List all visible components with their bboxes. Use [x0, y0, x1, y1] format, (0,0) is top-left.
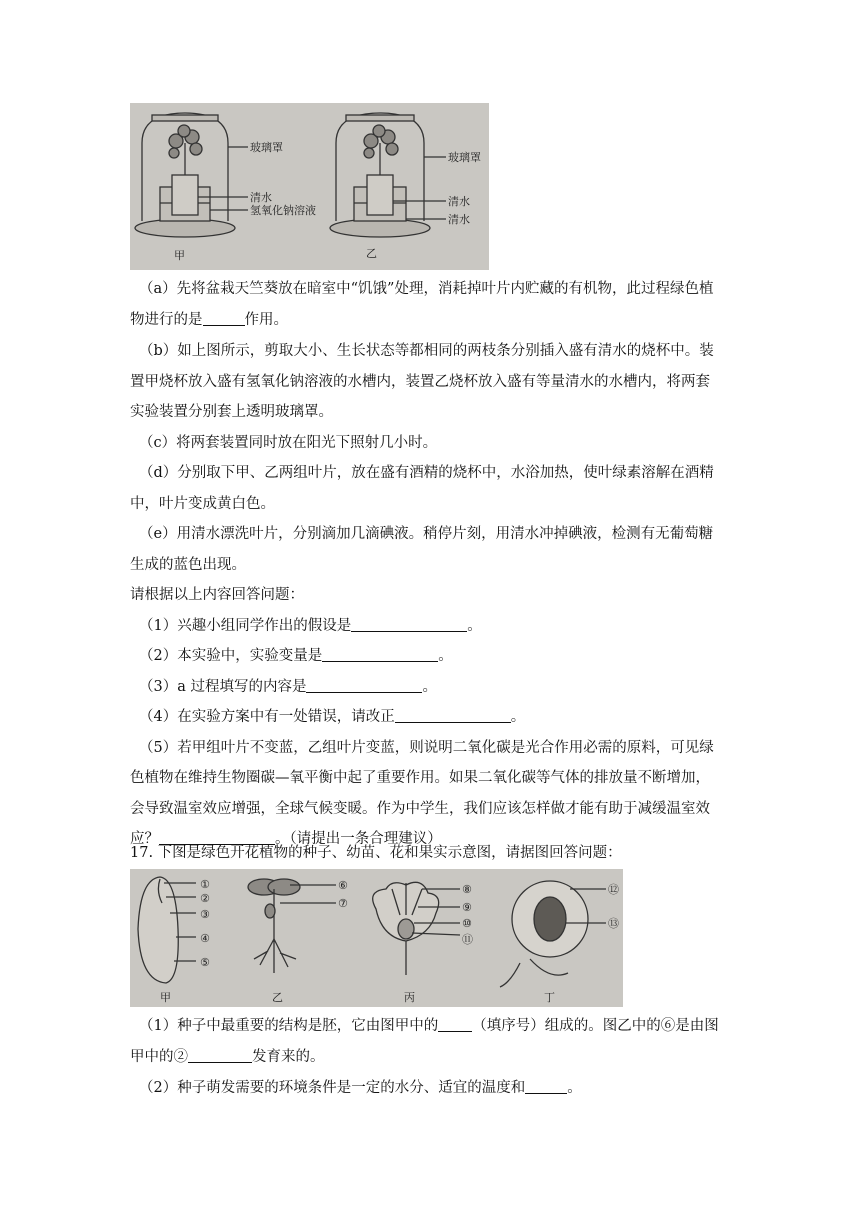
step-b-line3: 实验装置分别套上透明玻璃罩。	[130, 404, 333, 420]
label-naoh: 氢氧化钠溶液	[250, 204, 316, 217]
answer-blank-17-3[interactable]	[525, 1079, 567, 1094]
q17-sub1-line1	[139, 1016, 719, 1036]
seed-num-5: ⑤	[200, 956, 210, 969]
flower-num-10: ⑩	[462, 917, 472, 930]
experiment-figure	[130, 103, 489, 270]
seedling-num-7: ⑦	[338, 897, 348, 910]
q17-sub1-line2	[130, 1047, 325, 1067]
question-5-line1: （5）若甲组叶片不变蓝，乙组叶片变蓝，则说明二氧化碳是光合作用必需的原料，可见绿	[139, 740, 714, 756]
question-4	[139, 707, 525, 727]
question-2-text: （2）本实验中，实验变量是	[139, 648, 323, 664]
step-d-line1: （d）分别取下甲、乙两组叶片，放在盛有酒精的烧杯中，水浴加热，使叶绿素溶解在酒精	[139, 465, 714, 481]
seedling-drawing	[248, 879, 336, 973]
answer-blank-17-1[interactable]	[438, 1017, 472, 1032]
seed-num-2: ②	[200, 892, 210, 905]
flower-drawing	[373, 882, 460, 975]
label-water-a: 清水	[250, 191, 272, 204]
question-2	[139, 646, 453, 666]
panel-jia: 甲	[160, 991, 171, 1004]
q17-sub1-text: （1）种子中最重要的结构是胚，它由图甲中的	[139, 1018, 439, 1034]
flower-num-9: ⑨	[462, 901, 472, 914]
question-2-end: 。	[438, 648, 453, 664]
plant-structure-figure	[130, 869, 623, 1007]
fruit-num-13: ⑬	[608, 917, 619, 930]
jar-apparatus-jia	[135, 113, 248, 237]
step-d-line2: 中，叶片变成黄白色。	[130, 496, 275, 512]
question-5-text: 应？	[130, 831, 159, 847]
step-e-line1: （e）用清水漂洗叶片，分别滴加几滴碘液。稍停片刻，用清水冲掉碘液，检测有无葡萄糖	[139, 526, 714, 542]
question-4-text: （4）在实验方案中有一处错误，请改正	[139, 709, 395, 725]
q17-sub2-text: （2）种子萌发需要的环境条件是一定的水分、适宜的温度和	[139, 1080, 526, 1096]
step-c-line1: （c）将两套装置同时放在阳光下照射几小时。	[139, 435, 438, 451]
seed-drawing	[138, 877, 196, 983]
q17-sub1-text2: 甲中的②	[130, 1049, 188, 1065]
question-3	[139, 677, 437, 697]
question-3-text: （3）a 过程填写的内容是	[139, 679, 307, 695]
jar-apparatus-yi	[330, 113, 446, 237]
question-1-end: 。	[467, 618, 482, 634]
question-1-text: （1）兴趣小组同学作出的假设是	[139, 618, 352, 634]
question-4-end: 。	[510, 709, 526, 725]
label-water-b2: 清水	[448, 213, 470, 226]
seed-num-4: ④	[200, 932, 210, 945]
question-5-line3: 会导致温室效应增强，全球气候变暖。作为中学生，我们应该怎样做才能有助于减缓温室效	[130, 801, 710, 817]
label-yi: 乙	[366, 247, 377, 260]
flower-num-11: ⑪	[462, 933, 473, 946]
answer-blank-2[interactable]	[322, 647, 438, 662]
label-jar-a: 玻璃罩	[250, 141, 283, 154]
flower-num-8: ⑧	[462, 883, 472, 896]
answer-blank-a[interactable]	[203, 311, 245, 326]
step-e-line2: 生成的蓝色出现。	[130, 557, 246, 573]
answer-blank-1[interactable]	[351, 617, 467, 632]
q17-sub2-tail: 。	[567, 1080, 582, 1096]
step-a-line2	[130, 310, 288, 330]
answer-blank-3[interactable]	[306, 678, 422, 693]
question-3-end: 。	[422, 679, 437, 695]
step-a-text: 物进行的是	[130, 312, 203, 328]
question-1	[139, 616, 482, 636]
seed-num-1: ①	[200, 878, 210, 891]
label-jar-b: 玻璃罩	[448, 151, 481, 164]
label-jia: 甲	[174, 249, 185, 262]
seed-num-3: ③	[200, 908, 210, 921]
label-water-b1: 清水	[448, 195, 470, 208]
answer-blank-4[interactable]	[395, 708, 511, 723]
q17-sub2-line1	[139, 1078, 582, 1098]
q17-sub1-tail2: 发育来的。	[252, 1049, 325, 1065]
fruit-drawing	[500, 881, 606, 987]
plant-diagram	[130, 869, 623, 1007]
bell-jar-diagram	[130, 103, 489, 270]
seedling-num-6: ⑥	[338, 879, 348, 892]
step-b-line2: 置甲烧杯放入盛有氢氧化钠溶液的水槽内，装置乙烧杯放入盛有等量清水的水槽内，将两套	[130, 374, 710, 390]
step-a-tail: 作用。	[244, 312, 288, 328]
panel-yi: 乙	[272, 991, 283, 1004]
panel-bing: 丙	[404, 991, 415, 1004]
question-5-line2: 色植物在维持生物圈碳—氧平衡中起了重要作用。如果二氧化碳等气体的排放量不断增加，	[130, 770, 710, 786]
panel-ding: 丁	[544, 991, 555, 1004]
q17-sub1-tail: （填序号）组成的。图乙中的⑥是由图	[472, 1018, 719, 1034]
step-a-line1: （a）先将盆栽天竺葵放在暗室中“饥饿”处理，消耗掉叶片内贮藏的有机物，此过程绿色植	[139, 281, 714, 297]
fruit-num-12: ⑫	[608, 883, 619, 896]
step-b-line1: （b）如上图所示，剪取大小、生长状态等都相同的两枝条分别插入盛有清水的烧杯中。装	[139, 343, 714, 359]
q17-title: 17. 下图是绿色开花植物的种子、幼苗、花和果实示意图，请据图回答问题：	[130, 845, 622, 861]
answer-blank-17-2[interactable]	[188, 1048, 252, 1063]
prompt-text: 请根据以上内容回答问题：	[130, 587, 304, 603]
question-5-end: 。（请提出一条合理建议）	[275, 831, 442, 847]
